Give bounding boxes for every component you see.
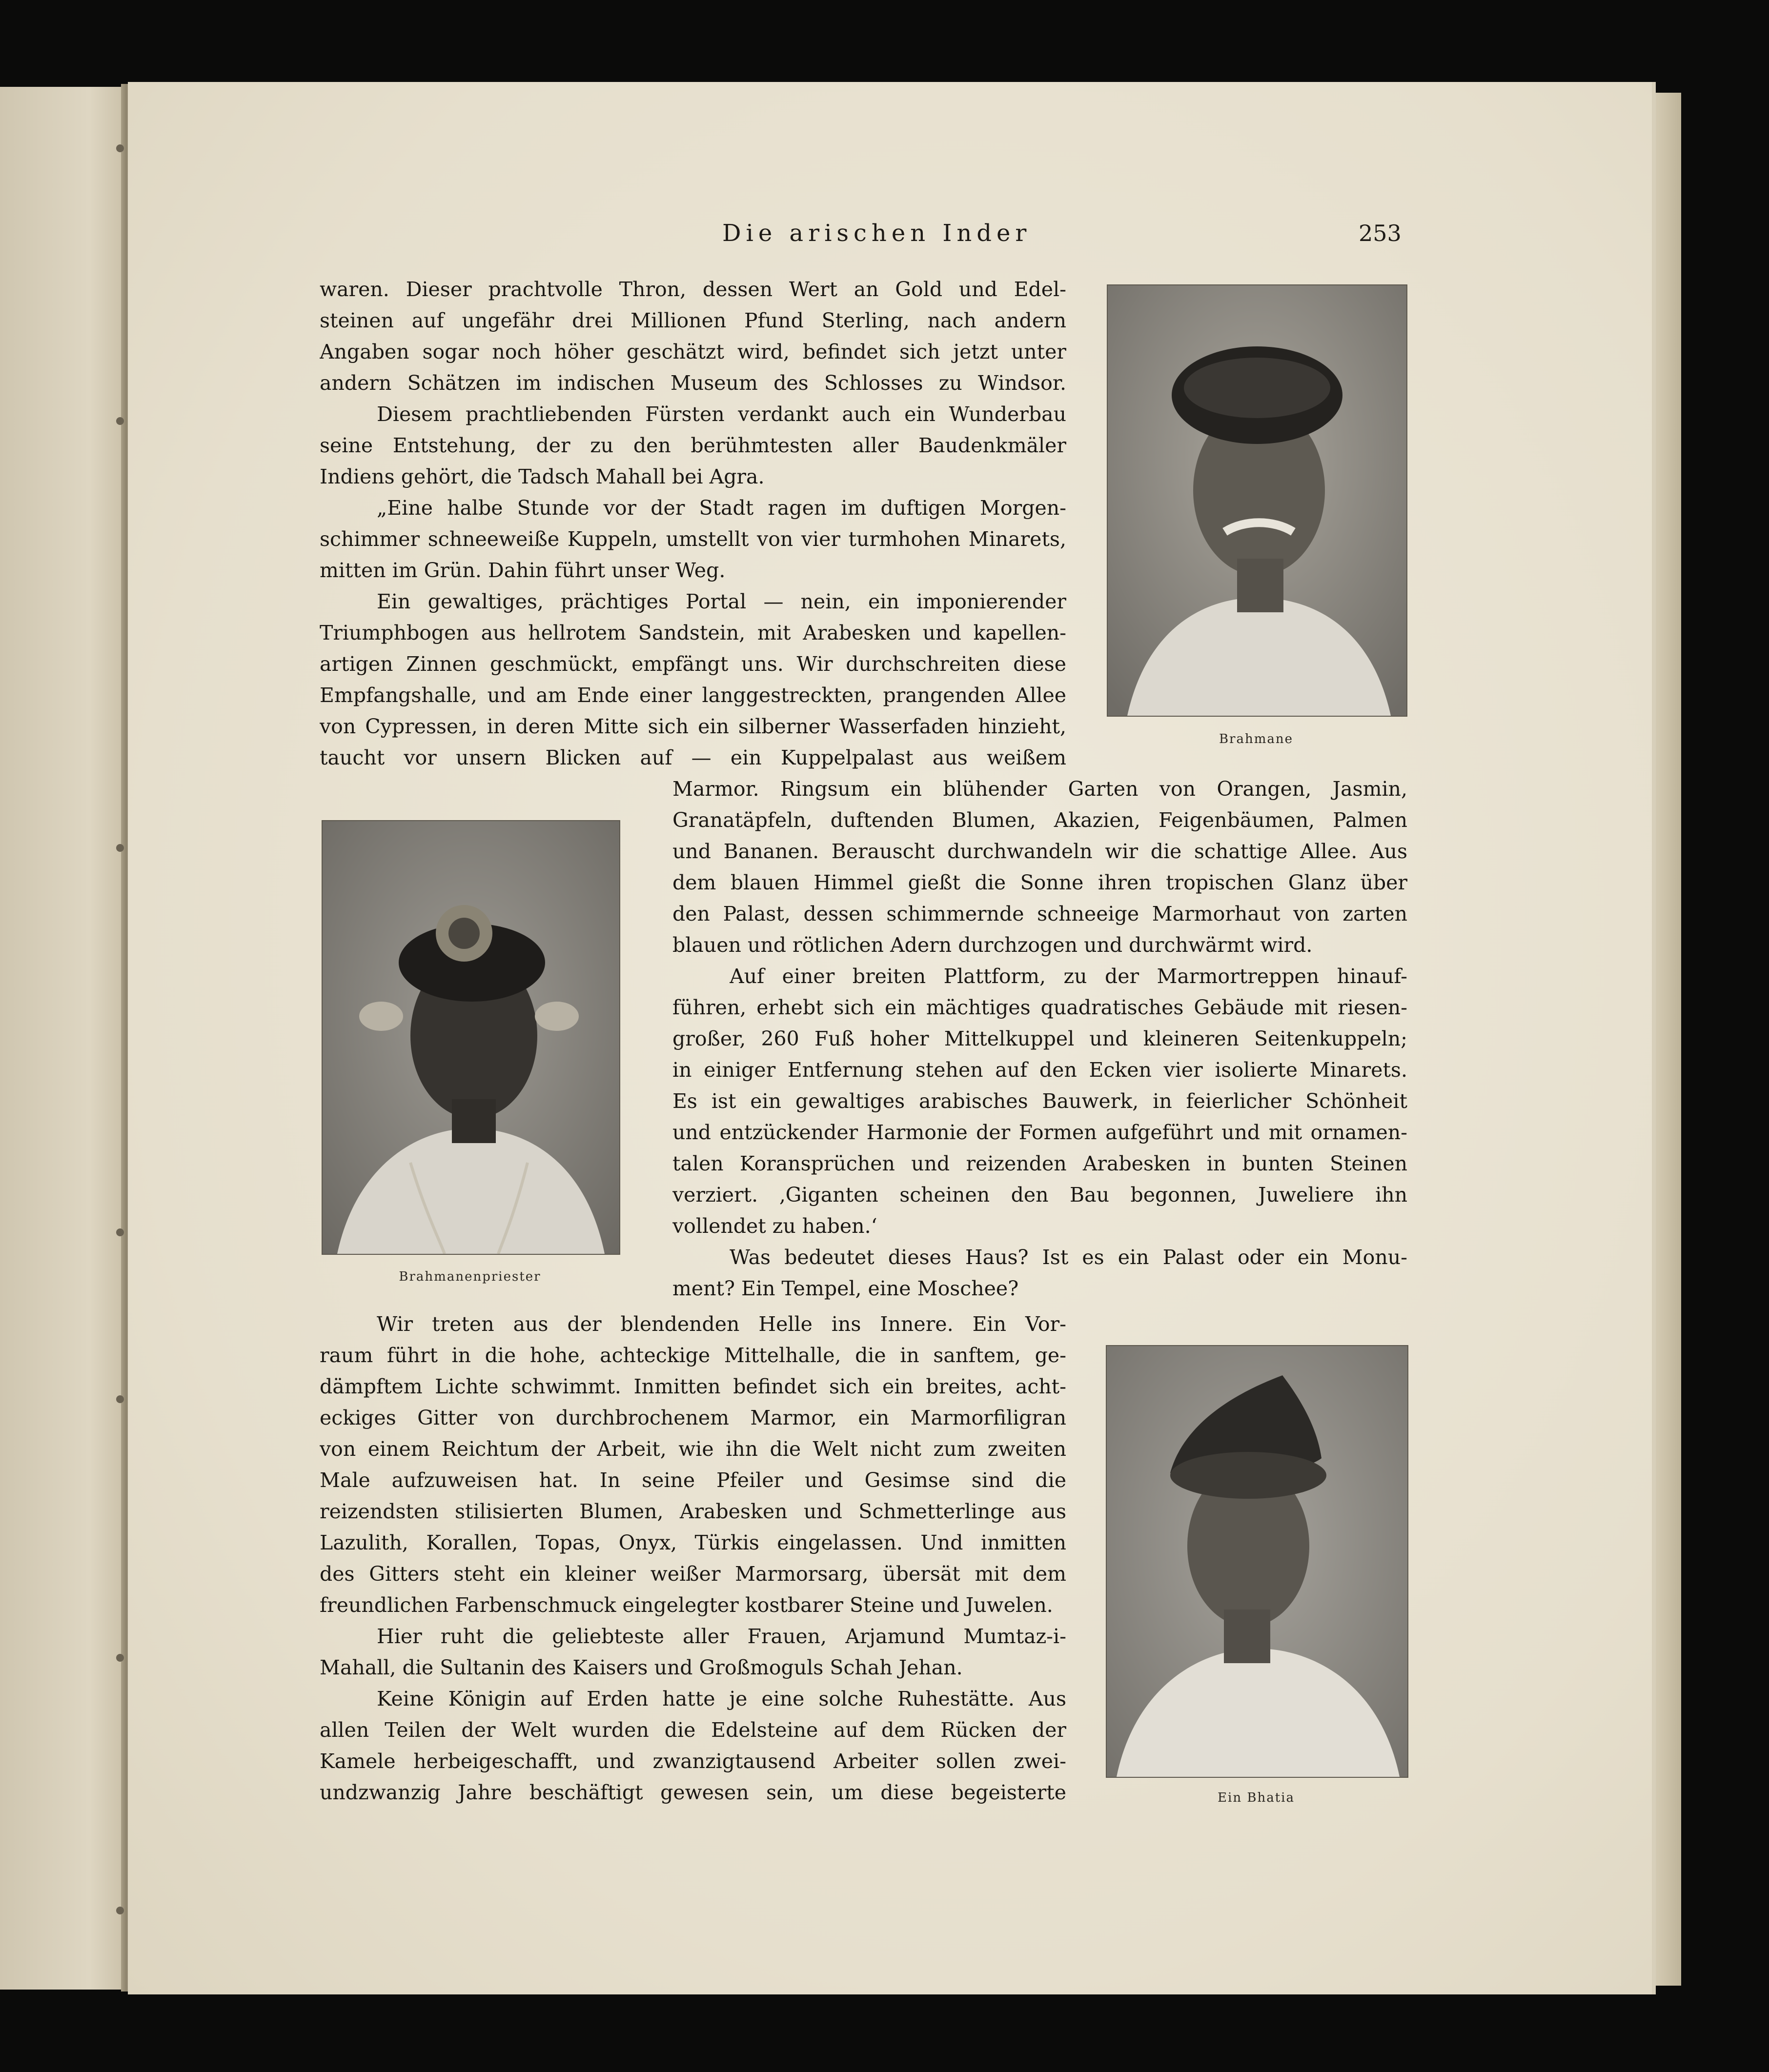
text-line: Was bedeutet dieses Haus? Ist es ein Palast oder ein Monu- [730, 1246, 1407, 1269]
text-line: Mahall, die Sultanin des Kaisers und Großmoguls Schah Jehan. [320, 1656, 963, 1679]
left-page-edge [0, 87, 128, 1990]
text-line: Ein gewaltiges, prächtiges Portal — nein, ein imponierender [377, 590, 1066, 613]
binding-stitch [116, 844, 124, 852]
photo-brahmane [1107, 284, 1407, 717]
text-line: ment? Ein Tempel, eine Moschee? [672, 1277, 1019, 1300]
text-line: Granatäpfeln, duftenden Blumen, Akazien, Feigenbäumen, Palmen [672, 808, 1407, 832]
binding-stitch [116, 1654, 124, 1662]
text-line: talen Koransprüchen und reizenden Arabesken in bunten Steinen [672, 1152, 1407, 1175]
text-line: raum führt in die hohe, achteckige Mittelhalle, die in sanftem, ge- [320, 1344, 1066, 1367]
text-line: Diesem prachtliebenden Fürsten verdankt auch ein Wunderbau [377, 402, 1066, 426]
text-line: von Cypressen, in deren Mitte sich ein silberner Wasserfaden hinzieht, [320, 715, 1066, 738]
text-line: Triumphbogen aus hellrotem Sandstein, mit Arabesken und kapellen- [320, 621, 1066, 644]
text-line: und entzückender Harmonie der Formen aufgeführt und mit ornamen- [672, 1121, 1407, 1144]
running-head: Die arischen Inder [722, 220, 1032, 247]
text-line: Indiens gehört, die Tadsch Mahall bei Agra. [320, 465, 765, 488]
portrait-priest-image [323, 821, 619, 1254]
text-line: von einem Reichtum der Arbeit, wie ihn die Welt nicht zum zweiten [320, 1437, 1066, 1461]
text-line: Keine Königin auf Erden hatte je eine solche Ruhestätte. Aus [377, 1687, 1066, 1710]
binding-stitch [116, 1907, 124, 1914]
caption-brahmane: Brahmane [1219, 732, 1294, 746]
text-line: eckiges Gitter von durchbrochenem Marmor, ein Marmorfiligran [320, 1406, 1066, 1429]
text-line: Kamele herbeigeschafft, und zwanzigtausend Arbeiter sollen zwei- [320, 1750, 1066, 1773]
portrait-bhatia-image [1107, 1346, 1407, 1777]
text-line: freundlichen Farbenschmuck eingelegter kostbarer Steine und Juwelen. [320, 1593, 1053, 1617]
caption-bhatia: Ein Bhatia [1218, 1790, 1295, 1805]
text-line: Angaben sogar noch höher geschätzt wird, befindet sich jetzt unter [320, 340, 1066, 363]
text-line: reizendsten stilisierten Blumen, Arabesken und Schmetterlinge aus [320, 1500, 1066, 1523]
text-line: den Palast, dessen schimmernde schneeige Marmorhaut von zarten [672, 902, 1407, 925]
caption-brahmanenpriester: Brahmanenpriester [399, 1269, 541, 1284]
text-line: undzwanzig Jahre beschäftigt gewesen sein, um diese begeisterte [320, 1781, 1066, 1804]
text-line: allen Teilen der Welt wurden die Edelsteine auf dem Rücken der [320, 1718, 1066, 1742]
text-line: Lazulith, Korallen, Topas, Onyx, Türkis eingelassen. Und inmitten [320, 1531, 1066, 1554]
binding-stitch [116, 1228, 124, 1236]
text-line: führen, erhebt sich ein mächtiges quadratisches Gebäude mit riesen- [672, 996, 1407, 1019]
text-line: Male aufzuweisen hat. In seine Pfeiler und Gesimse sind die [320, 1469, 1066, 1492]
binding-stitch [116, 1395, 124, 1403]
text-line: Empfangshalle, und am Ende einer langgestreckten, prangenden Allee [320, 684, 1066, 707]
text-line: Hier ruht die geliebteste aller Frauen, Arjamund Mumtaz-i- [377, 1625, 1066, 1648]
text-line: andern Schätzen im indischen Museum des Schlosses zu Windsor. [320, 371, 1066, 395]
text-line: und Bananen. Berauscht durchwandeln wir die schattige Allee. Aus [672, 840, 1407, 863]
text-line: des Gitters steht ein kleiner weißer Marmorsarg, übersät mit dem [320, 1562, 1066, 1586]
text-line: blauen und rötlichen Adern durchzogen und durchwärmt wird. [672, 933, 1313, 957]
text-line: Wir treten aus der blendenden Helle ins Innere. Ein Vor- [377, 1312, 1066, 1336]
text-line: waren. Dieser prachtvolle Thron, dessen Wert an Gold und Edel- [320, 278, 1066, 301]
binding-stitch [116, 144, 124, 152]
portrait-brahmane-image [1108, 285, 1406, 716]
text-line: „Eine halbe Stunde vor der Stadt ragen im duftigen Morgen- [377, 496, 1066, 520]
text-line: verziert. ‚Giganten scheinen den Bau begonnen, Juweliere ihn [672, 1183, 1407, 1207]
photo-brahmanenpriester [322, 820, 620, 1255]
text-line: vollendet zu haben.‘ [672, 1214, 877, 1238]
text-line: Marmor. Ringsum ein blühender Garten von Orangen, Jasmin, [672, 777, 1407, 801]
text-line: dämpftem Lichte schwimmt. Inmitten befindet sich ein breites, acht- [320, 1375, 1066, 1398]
photo-bhatia [1106, 1345, 1408, 1778]
page-number: 253 [1359, 220, 1402, 246]
text-line: schimmer schneeweiße Kuppeln, umstellt von vier turmhohen Minarets, [320, 527, 1066, 551]
text-line: mitten im Grün. Dahin führt unser Weg. [320, 559, 726, 582]
text-line: artigen Zinnen geschmückt, empfängt uns. Wir durchschreiten diese [320, 652, 1066, 676]
text-line: Auf einer breiten Plattform, zu der Marmortreppen hinauf- [730, 965, 1407, 988]
text-line: dem blauen Himmel gießt die Sonne ihren tropischen Glanz über [672, 871, 1407, 894]
binding-stitch [116, 417, 124, 425]
page-stack-edge [1652, 93, 1681, 1986]
text-line: steinen auf ungefähr drei Millionen Pfund Sterling, nach andern [320, 309, 1066, 332]
text-line: seine Entstehung, der zu den berühmtesten aller Baudenkmäler [320, 434, 1066, 457]
text-line: großer, 260 Fuß hoher Mittelkuppel und kleineren Seitenkuppeln; [672, 1027, 1407, 1050]
text-line: Es ist ein gewaltiges arabisches Bauwerk, in feierlicher Schönheit [672, 1089, 1407, 1113]
text-line: taucht vor unsern Blicken auf — ein Kuppelpalast aus weißem [320, 746, 1066, 769]
text-line: in einiger Entfernung stehen auf den Ecken vier isolierte Minarets. [672, 1058, 1407, 1082]
